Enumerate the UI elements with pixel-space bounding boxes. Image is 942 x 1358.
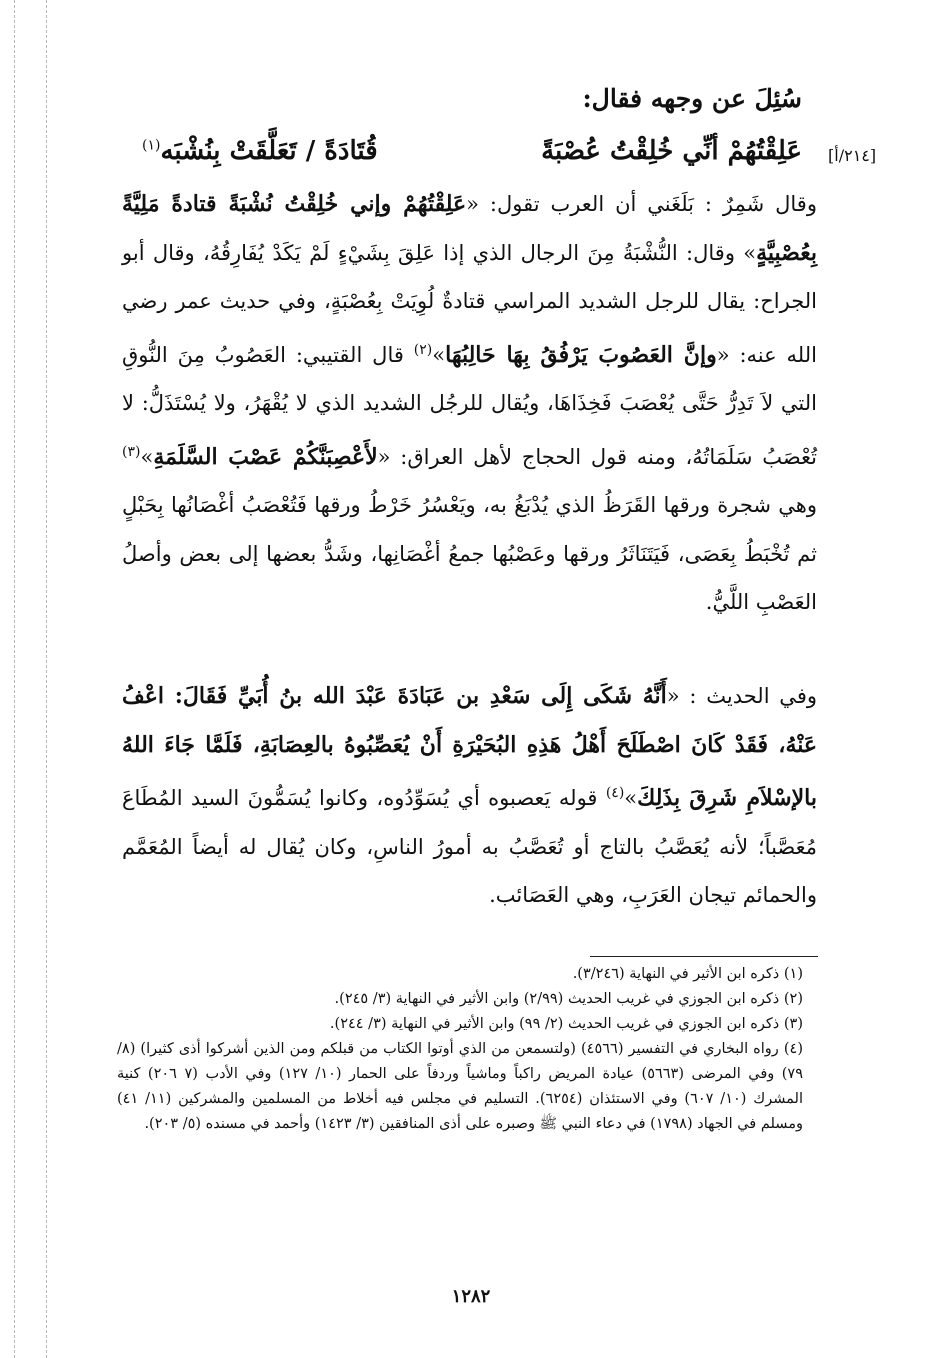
scan-dashed-line-left	[14, 0, 15, 1358]
p2-text-2: »	[624, 786, 638, 810]
p2-text-3: قوله يَعصبوه أي يُسَوِّدُوه، وكانوا يُسَمُّونَ السيد المُطَاعَ مُعَصَّباً؛ لأنه يُعَصَّبُ بالتاج أو تُعَصَّبُ به أمورُ الناسِ، وكان يُقال له أيضاً المُعَمَّم والحمائم تيجان العَرَبِ، وهي العَصَائب.	[122, 786, 817, 907]
p1-quote-3: لأَعْصِبَنَّكُمْ عَصْبَ السَّلَمَةِ	[153, 443, 378, 470]
p2-text-1: وفي الحديث : «	[666, 684, 817, 708]
footnote-1: (١) ذكره ابن الأثير في النهاية (٣/٢٤٦).	[572, 966, 803, 982]
verse-hemistich-2-text: قُتَادَةً / تَعَلَّقَتْ بِنُشْبَه	[160, 136, 378, 166]
verse-hemistich-1: عَلِقْتُهُمْ أنِّي خُلِقْتُ عُصْبَةً	[541, 136, 802, 166]
p1-text-3: »	[432, 342, 446, 367]
footnote-3: (٣) ذكره ابن الجوزي في غريب الحديث (٢/ ٩٩) وابن الأثير في النهاية (٣/ ٢٤٤).	[329, 1016, 803, 1032]
p1-text-2: » وقال: النُّشْبَةُ مِنَ الرجال الذي إذا عَلِقَ بِشَيْءٍ لَمْ يَكَدْ يُفَارِقُهُ، وقال أبو الجراح: يقال للرجل الشديد المراسي قتادةٌ لُوِيَتْ بِعُصْبَةٍ، وفي حديث عمر رضي الله عنه: «	[122, 240, 817, 367]
p1-text-4: قال القتيبي: العَصُوبُ مِنَ النُّوقِ التي لاَ تَدِرُّ حَتَّى يُعْصَبَ فَخِذَاهَا، ويُقال للرجُل الشديد الذي لا يُقْهَرُ، ولا يُسْتَذَلُّ: لا تُعْصَبُ سَلَمَاتُهُ، ومنه قول الحجاج لأهل العراق: «	[122, 342, 818, 469]
footnote-marker-3: (٣)	[122, 443, 141, 460]
footnote-2: (٢) ذكره ابن الجوزي في غريب الحديث (٢/٩٩) وابن الأثير في النهاية (٣/ ٢٤٥).	[334, 991, 803, 1007]
p1-text-5: »	[140, 444, 154, 469]
footnote-marker-1: (١)	[142, 137, 161, 154]
p1-text-1: وقال شَمِرٌ : بَلَغَني أن العرب تقول: «	[466, 192, 817, 216]
paragraph-1	[122, 180, 817, 627]
intro-line: سُئِلَ عن وجهه فقال:	[582, 84, 802, 113]
manuscript-folio-reference: [٢١٤/أ]	[828, 146, 877, 165]
verse-hemistich-2	[142, 136, 378, 166]
scan-dashed-line-inner	[46, 0, 47, 1358]
p2-hadith-quote: أَنَّهُ شَكَى إِلَى سَعْدِ بن عَبَادَةَ عَبْدَ الله بنُ أُبَيِّ فَقَالَ: اعْفُ عَنْهُ، فَقَدْ كَانَ اصْطَلَحَ أَهْلُ هَذِهِ البُحَيْرَةِ أَنْ يُعَصِّبُوهُ بالعِصَابَةِ، فَلَمَّا جَاءَ اللهُ بالإسْلاَمِ شَرِقَ بِذَلِكَ	[122, 683, 817, 811]
poetry-verse	[142, 136, 802, 166]
footnote-marker-4: (٤)	[605, 785, 625, 801]
footnotes	[117, 962, 817, 1137]
p1-text-6: وهي شجرة ورقها القَرَظُ الذي يُدْبَغُ به، ويَعْسُرُ خَرْطُ ورقها فَتُعْصَبُ أغْصَانُها بِحَبْلٍ ثم تُخْبَطُ بِعَصَى، فَيَتَنَاثَرُ ورقها وعَصْبُها جمعُ أغْصَانِها، وشَدُّ بعضها إلى بعض وأصلُ العَصْبِ اللَّيُّ.	[122, 493, 817, 614]
p1-quote-2: وإنَّ العَصُوبَ يَرْفُقُ بِهَا حَالِبُهَا	[445, 341, 717, 368]
footnote-separator	[590, 956, 818, 957]
page-number: ١٢٨٢	[451, 1286, 491, 1307]
paragraph-2	[122, 672, 817, 920]
footnote-marker-2: (٢)	[413, 341, 433, 358]
footnote-4: (٤) رواه البخاري في التفسير (٤٥٦٦) (ولتسمعن من الذي أوتوا الكتاب من قبلكم ومن الذين أشركوا أذى كثيرا) (٨/ ٧٩) وفي المرضى (٥٦٦٣) عيادة المريض راكباً وماشياً وردفاً على الحمار (١٠/ ١٢٧) وفي الأدب (٧ ٢٠٦) كنية المشرك (١٠/ ٦٠٧) وفي الاستئذان (٦٢٥٤). التسليم في مجلس فيه أخلاط من المسلمين والمشركين (١١/ ٤١) ومسلم في الجهاد (١٧٩٨) في دعاء النبي ﷺ وصبره على أذى المنافقين (٣/ ١٤٢٣) وأحمد في مسنده (٥/ ٢٠٣).	[117, 1041, 804, 1132]
p1-quote-1: عَلِقْتُهُمْ وإني خُلِقْتُ نُشْبَةً قتادةً مَلِيَّةً بِعُصْبِيَّةٍ	[122, 191, 817, 266]
